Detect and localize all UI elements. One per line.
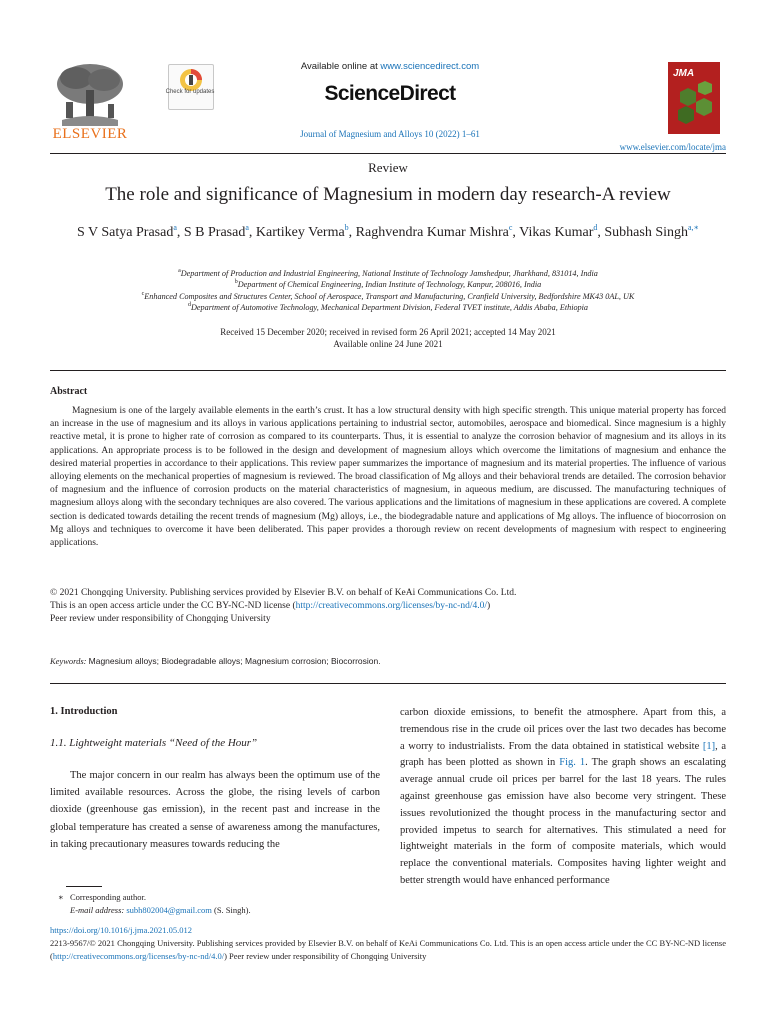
affiliation-mark: b (234, 279, 238, 286)
author (604, 225, 699, 240)
footnote (58, 891, 378, 917)
abstract-body: Magnesium is one of the largely available elements in the earth’s crust. It has a low structural density with high specific strength. This unique material property has forced an increase in the use of magnesium and its alloys in various applications pertaining to industrial sector, automobiles, aerospace and biomedical. Since magnesium is a highly reactive metal, it is prone to higher rate of corrosion as compared to its counterparts. Thus, it is essential to analyze the corrosion behavior of magnesium and its alloys in its applications. An appropriate process is to be followed in the design and development of magnesium alloys which overcome the limitations of magnesium and enhance the desired material properties in accordance to their applications. This review paper summarizes the importance of magnesium and its material properties. The influence of various alloying elements on the mechanical properties of magnesium is reviewed. The broad classification of Mg alloys and their behavioral trends are detailed. The corrosion behavior of magnesium and the influence of corrosion products on the material characteristics of magnesium, in aqueous medium, are discussed. The manufacturing techniques of magnesium alloys along with the secondary techniques are also covered. The various applications and the limitations of magnesium in these applications are covered. A complete section is dedicated towards detailing the recent trends of magnesium (Mg) alloys, i.e., the biodegradable nature and applications of Mg alloys. The influence of biocorrosion on Mg alloys and techniques to overcome it have been deliberated. This paper provides a thorough review on recent developments of magnesium with respect to engineering applications. (50, 406, 726, 549)
paragraph-text: , a graph has been plotted as shown in (400, 740, 726, 769)
author-name: S V Satya Prasad (77, 225, 174, 240)
paragraph-text: . The graph shows an escalating average annual crude oil prices per barrel for the last 18 years. The rules against greenhouse gas emission have also become very stringent. These issues revolutionized the thought process in the manufacturing sector and provided impetus to search for alternatives. This stimulated a need for lightweight materials in the form of composite materials, which would replace the conventional materials. Composites having lighter weight and better strength would have enhanced performance (400, 757, 726, 886)
doi-link[interactable]: https://doi.org/10.1016/j.jma.2021.05.012 (50, 925, 192, 935)
reference-link[interactable]: [1] (702, 740, 716, 752)
author-affiliation-mark[interactable]: b (344, 223, 349, 232)
header-divider (50, 153, 726, 154)
author (184, 225, 249, 240)
license-prefix: This is an open access article under the CC BY-NC-ND license ( (50, 601, 296, 612)
article-dates (50, 326, 726, 350)
footer-license-link[interactable]: http://creativecommons.org/licenses/by-nc-nd/4.0/ (52, 951, 225, 961)
abstract-license (50, 600, 726, 613)
email-link[interactable]: subh802004@gmail.com (126, 905, 212, 915)
author-affiliation-mark[interactable]: a,∗ (688, 223, 699, 232)
author-affiliation-mark[interactable]: c (508, 223, 513, 232)
abstract-top-divider (50, 370, 726, 371)
affiliation (40, 268, 736, 279)
license-suffix: ) (487, 601, 491, 612)
footnote-mark: ∗ (58, 892, 64, 902)
author-name: S B Prasad (183, 225, 246, 240)
journal-homepage-link[interactable]: www.elsevier.com/locate/jma (619, 142, 726, 152)
footnote-divider (66, 886, 102, 887)
affiliation (40, 279, 736, 290)
abstract-peer-review: Peer review under responsibility of Chongqing University (50, 614, 271, 625)
affiliation-text: Department of Production and Industrial Engineering, National Institute of Technology Jamshedpur, Jharkhand, 831014, India (180, 269, 598, 278)
footer-copyright-suffix: ) Peer review under responsibility of Chongqing University (224, 951, 427, 961)
author-affiliation-mark[interactable]: d (593, 223, 598, 232)
journal-cover-image (668, 62, 720, 134)
author (256, 225, 349, 240)
email-line (58, 904, 378, 917)
intro-paragraph-right (400, 705, 726, 890)
author (356, 225, 513, 240)
intro-paragraph-left: The major concern in our realm has always been the optimum use of the limited available resources. Across the globe, the rising levels of carbon dioxide (greenhouse gas emission), in the recent past and increase in the global temperature has created a sense of awareness among the manufactures, in taking precautionary measures towards reducing the (50, 770, 380, 850)
footer-copyright-text: 2213-9567/© 2021 Chongqing University. Publishing services provided by Elsevier B.V. on behalf of KeAi Communications Co. Ltd. This is an open access article under the CC BY-NC-ND license ( (50, 938, 726, 961)
author (77, 225, 177, 240)
abstract-license-block (50, 587, 726, 627)
article-title: The role and significance of Magnesium in modern day research-A review (105, 184, 671, 205)
section-heading: 1. Introduction (50, 706, 118, 717)
footer-copyright (50, 937, 726, 963)
abstract-bottom-divider (50, 683, 726, 684)
affiliation-text: Enhanced Composites and Structures Center, School of Aerospace, Transport and Manufacturing, Cranfield University, Bedfordshire MK43 0AL, UK (144, 291, 635, 301)
check-for-updates-label: Check for updates (165, 89, 215, 95)
keywords-label: Keywords: (50, 656, 87, 666)
keywords-line (50, 656, 726, 666)
article-type: Review (368, 160, 408, 175)
email-suffix: (S. Singh). (211, 905, 251, 915)
sciencedirect-logo: ScienceDirect (324, 82, 456, 105)
author-list: S V Satya Prasad$^a$, S B Prasad$^a$, Kartikey Verma$^b$, Raghvendra Kumar Mishra$^c$, Vikas Kumar$^d$, Subhash Singh$^{a,∗}$ (77, 223, 699, 240)
corresponding-author-note (58, 891, 378, 904)
available-online-line (230, 61, 550, 72)
affiliation-mark: a (178, 268, 181, 274)
check-for-updates-icon[interactable] (168, 64, 214, 110)
author-affiliation-mark[interactable]: a (245, 223, 249, 232)
author-name: Subhash Singh (604, 225, 688, 240)
abstract-copyright: © 2021 Chongqing University. Publishing services provided by Elsevier B.V. on behalf of KeAi Communications Co. Ltd. (50, 588, 517, 598)
available-online-prefix: Available online at (300, 61, 381, 72)
affiliation (40, 302, 736, 313)
journal-citation-link[interactable]: Journal of Magnesium and Alloys 10 (2022) 1–61 (300, 129, 480, 139)
abstract-heading: Abstract (50, 386, 88, 397)
author-name: Kartikey Verma (255, 225, 345, 240)
journal-cover-title: JMA (673, 68, 695, 79)
paragraph-text: carbon dioxide emissions, to benefit the atmosphere. Apart from this, a tremendous rise in the crude oil prices over the last two decades has become a worry to industrialists. From the data obtained in statistical website (400, 707, 726, 752)
affiliation-mark: d (187, 302, 191, 309)
affiliation-list (40, 268, 736, 314)
corresponding-author-text: Corresponding author. (70, 892, 147, 902)
affiliation-mark: c (141, 290, 145, 297)
figure-link[interactable]: Fig. 1 (559, 757, 586, 769)
license-link[interactable]: http://creativecommons.org/licenses/by-nc-nd/4.0/ (295, 601, 487, 612)
affiliation (40, 291, 736, 302)
affiliation-text: Department of Automotive Technology, Mechanical Department Division, Federal TVET institute, Addis Ababa, Ethiopia (190, 303, 589, 313)
keywords-list: Magnesium alloys; Biodegradable alloys; Magnesium corrosion; Biocorrosion. (88, 656, 381, 666)
author-affiliation-mark[interactable]: a (173, 223, 177, 232)
available-online-date: Available online 24 June 2021 (333, 339, 443, 349)
received-dates: Received 15 December 2020; received in revised form 26 April 2021; accepted 14 May 2021 (220, 327, 556, 337)
email-label: E-mail address: (70, 905, 125, 915)
publisher-wordmark: ELSEVIER (52, 126, 128, 142)
author-name: Raghvendra Kumar Mishra (355, 225, 509, 240)
subsection-heading: 1.1. Lightweight materials “Need of the Hour” (50, 737, 258, 749)
affiliation-text: Department of Chemical Engineering, Indian Institute of Technology, Kanpur, 208016, India (237, 280, 542, 290)
author (519, 225, 597, 240)
sciencedirect-url-link[interactable]: www.sciencedirect.com (380, 61, 480, 72)
author-name: Vikas Kumar (519, 225, 594, 240)
